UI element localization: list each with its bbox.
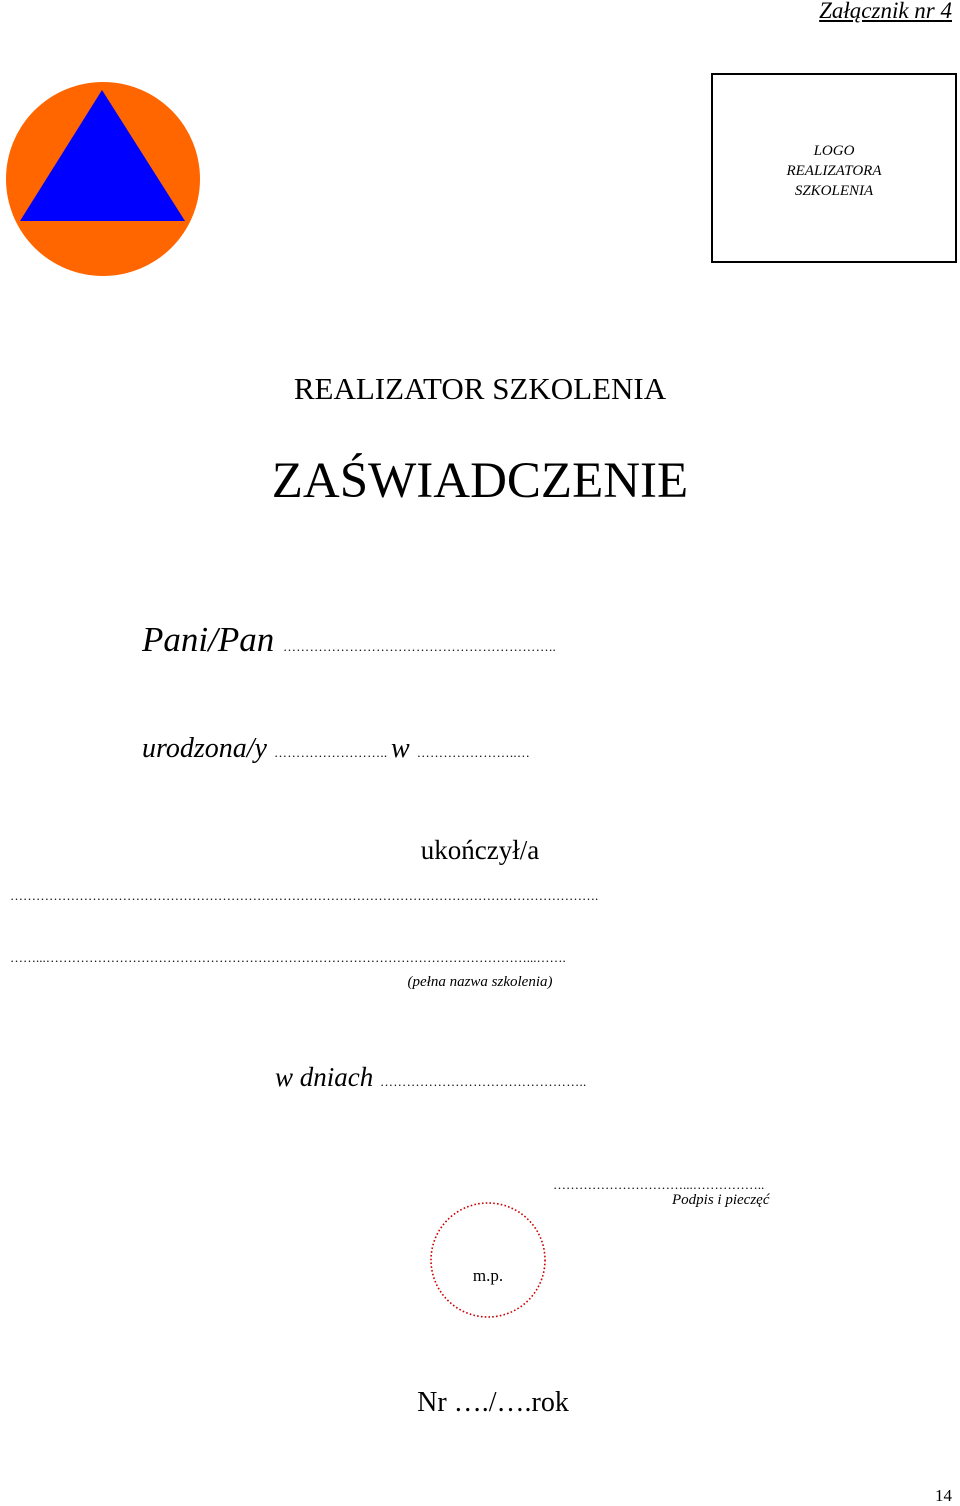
provider-label: REALIZATOR SZKOLENIA <box>293 371 667 406</box>
registry-number: Nr …./….rok <box>417 1387 569 1418</box>
name-line <box>142 620 556 660</box>
place-dots: …………………..… <box>416 745 531 760</box>
signature-caption: Podpis i pieczęć <box>672 1192 770 1208</box>
logo-placeholder-text <box>713 141 955 201</box>
course-name-dots-1: ………………………………………………………………………………………………………………………. <box>10 888 599 903</box>
logo-line-2: REALIZATORA <box>786 163 882 179</box>
birth-line <box>142 733 530 765</box>
logo-line-1: LOGO <box>813 143 855 159</box>
page-number: 14 <box>935 1486 952 1505</box>
born-label: urodzona/y <box>142 733 267 764</box>
signature-dots: …………………………...…………….. <box>553 1177 765 1192</box>
dates-dots: ……………………………………….. <box>380 1074 587 1089</box>
name-fill-dots: …………………………………………………….. <box>282 639 557 654</box>
dates-line <box>275 1062 587 1093</box>
annex-label: Załącznik nr 4 <box>819 0 952 23</box>
course-name-dots-2: ……...…………………………………………………………………………………………………...……. <box>10 950 566 965</box>
civil-defence-emblem-icon <box>5 82 201 276</box>
logo-placeholder-box <box>711 73 957 263</box>
logo-line-3: SZKOLENIA <box>794 183 874 199</box>
stamp-circle-icon <box>429 1201 547 1319</box>
certificate-title: ZAŚWIADCZENIE <box>271 453 689 509</box>
completed-label: ukończył/a <box>420 835 540 865</box>
born-date-dots: …………………….. <box>273 745 392 760</box>
name-label: Pani/Pan <box>142 620 275 659</box>
place-label: w <box>391 733 410 764</box>
course-name-caption: (pełna nazwa szkolenia) <box>407 974 553 990</box>
stamp-outline <box>431 1203 545 1317</box>
stamp-label: m.p. <box>472 1266 504 1285</box>
dates-label: w dniach <box>275 1062 374 1092</box>
